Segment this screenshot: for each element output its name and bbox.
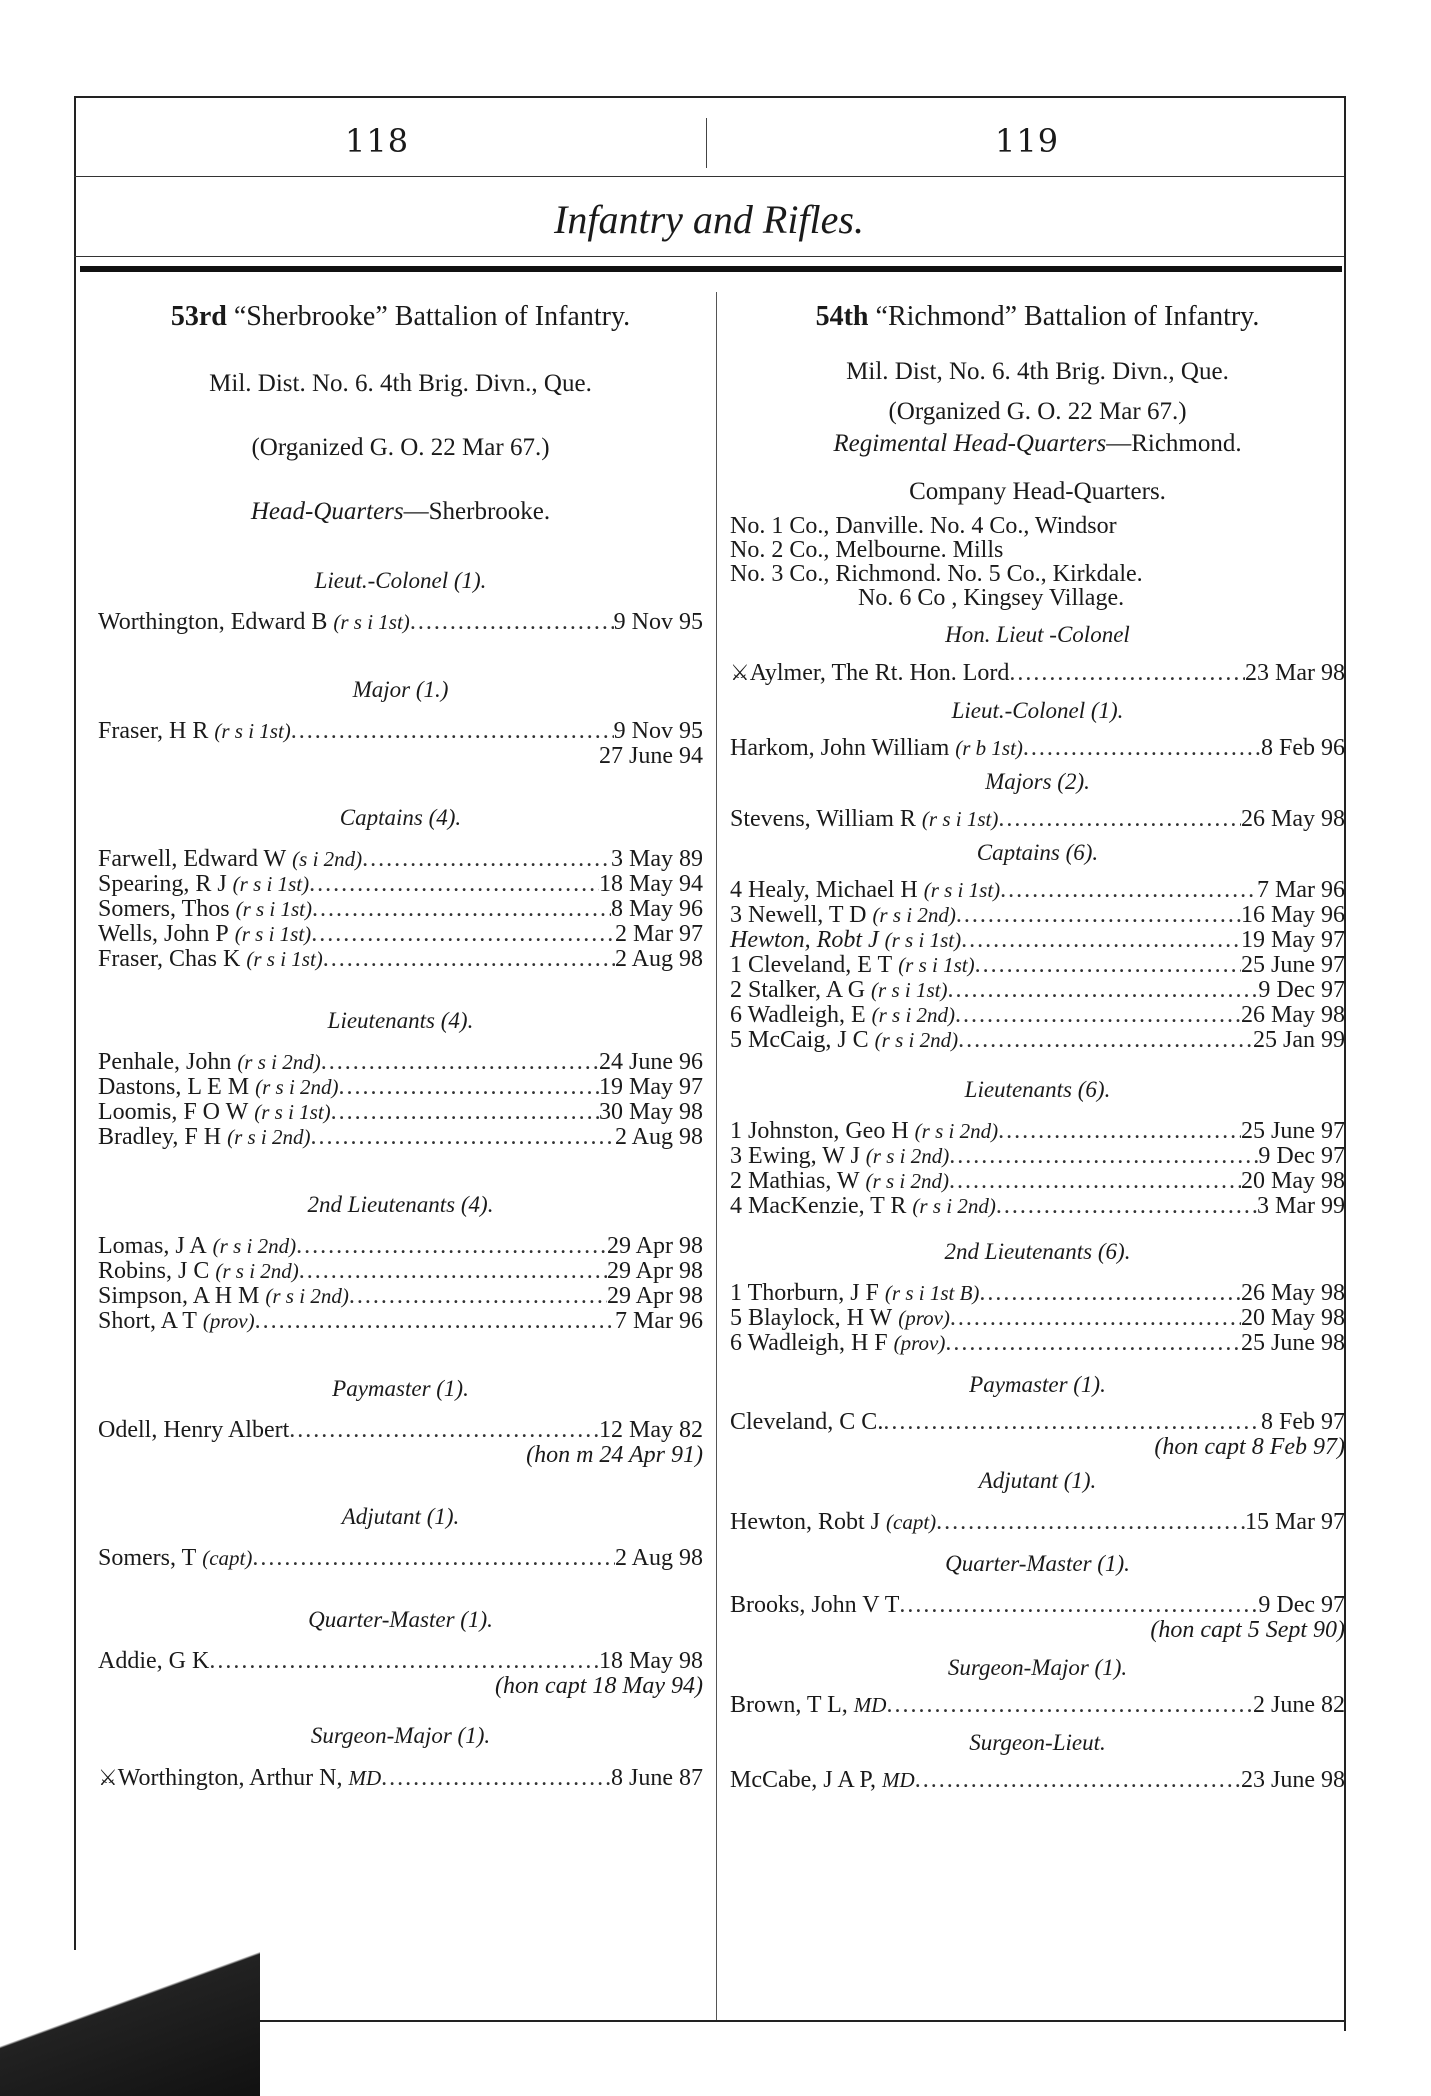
list-item: 5 Blaylock, H W (prov) ..... 20 May 98 <box>730 1306 1345 1331</box>
list-item: Stevens, William R (r s i 1st) ..... 26 May 98 <box>730 807 1345 832</box>
list-item: 2 Stalker, A G (r s i 1st) ..... 9 Dec 97 <box>730 978 1345 1003</box>
left-column <box>98 300 703 1791</box>
right-page-number: 119 <box>995 122 1060 160</box>
crossed-swords-icon: ⚔ <box>98 1765 118 1790</box>
list-item: Simpson, A H M (r s i 2nd) ..... 29 Apr 98 <box>98 1284 703 1309</box>
list-item: Penhale, John (r s i 2nd) ..... 24 June 96 <box>98 1050 703 1075</box>
company-line: No. 2 Co., Melbourne. Mills <box>730 537 1004 563</box>
section-captains: Captains (4). <box>339 805 462 830</box>
headquarters-value: —Richmond. <box>1106 430 1242 457</box>
list-item: 1 Thorburn, J F (r s i 1st B) ..... 26 May 98 <box>730 1281 1345 1306</box>
headquarters <box>730 430 1345 458</box>
list-item: Worthington, Edward B (r s i 1st) ..... 9 Nov 95 <box>98 610 703 635</box>
list-item: 4 MacKenzie, T R (r s i 2nd) ..... 3 Mar 99 <box>730 1194 1345 1219</box>
list-item: Short, A T (prov) ..... 7 Mar 96 <box>98 1309 703 1334</box>
headquarters-label: Regimental Head-Quarters <box>833 430 1107 457</box>
list-item: 4 Healy, Michael H (r s i 1st) ..... 7 Mar 96 <box>730 878 1345 903</box>
title-rule <box>74 256 1344 257</box>
headquarters <box>98 498 703 526</box>
section-adjutant: Adjutant (1). <box>978 1468 1097 1493</box>
section-lieut-colonel: Lieut.-Colonel (1). <box>951 698 1124 723</box>
section-captains: Captains (6). <box>976 840 1099 865</box>
battalion-name: “Sherbrooke” Battalion of Infantry. <box>233 301 631 332</box>
military-district: Mil. Dist. No. 6. 4th Brig. Divn., Que. <box>209 370 592 397</box>
entry-subdate: (hon m 24 Apr 91) <box>526 1442 703 1468</box>
headquarters-value: —Sherbrooke. <box>403 498 551 525</box>
list-item: McCabe, J A P, MD ..... 23 June 98 <box>730 1768 1345 1793</box>
military-district: Mil. Dist, No. 6. 4th Brig. Divn., Que. <box>846 358 1229 385</box>
list-item: Fraser, H R (r s i 1st) ..... 9 Nov 95 <box>98 719 703 744</box>
list-item: Farwell, Edward W (s i 2nd) ..... 3 May 89 <box>98 847 703 872</box>
list-item: Bradley, F H (r s i 2nd) ..... 2 Aug 98 <box>98 1125 703 1150</box>
section-lieutenants: Lieutenants (6). <box>964 1077 1111 1102</box>
organized-note: (Organized G. O. 22 Mar 67.) <box>251 434 550 461</box>
list-item: Dastons, L E M (r s i 2nd) ..... 19 May 97 <box>98 1075 703 1100</box>
list-item: 3 Newell, T D (r s i 2nd) ..... 16 May 96 <box>730 903 1345 928</box>
crossed-swords-icon: ⚔ <box>730 660 750 685</box>
section-adjutant: Adjutant (1). <box>341 1504 460 1529</box>
list-item: Hewton, Robt J (capt) ..... 15 Mar 97 <box>730 1510 1345 1535</box>
list-item: Brown, T L, MD ..... 2 June 82 <box>730 1693 1345 1718</box>
list-item: ⚔ Aylmer, The Rt. Hon. Lord ..... 23 Mar 98 <box>730 660 1345 686</box>
section-hon-lieut-colonel: Hon. Lieut -Colonel <box>945 622 1130 647</box>
battalion-number: 53rd <box>170 301 227 332</box>
list-item: Spearing, R J (r s i 1st) ..... 18 May 94 <box>98 872 703 897</box>
list-item: 6 Wadleigh, E (r s i 2nd) ..... 26 May 98 <box>730 1003 1345 1028</box>
battalion-number: 54th <box>815 301 869 332</box>
battalion-name: “Richmond” Battalion of Infantry. <box>875 301 1260 332</box>
company-line: No. 6 Co , Kingsey Village. <box>858 585 1125 611</box>
list-item: Robins, J C (r s i 2nd) ..... 29 Apr 98 <box>98 1259 703 1284</box>
section-quarter-master: Quarter-Master (1). <box>308 1607 493 1632</box>
list-item: Cleveland, C C. ..... 8 Feb 97 <box>730 1410 1345 1435</box>
list-item: Odell, Henry Albert ..... 12 May 82 <box>98 1418 703 1443</box>
list-item: 5 McCaig, J C (r s i 2nd) ..... 25 Jan 99 <box>730 1028 1345 1053</box>
list-item: 1 Cleveland, E T (r s i 1st) ..... 25 June 97 <box>730 953 1345 978</box>
list-item: Somers, Thos (r s i 1st) ..... 8 May 96 <box>98 897 703 922</box>
section-surgeon-major: Surgeon-Major (1). <box>310 1723 491 1748</box>
entry-subdate: 27 June 94 <box>599 743 703 769</box>
list-item: Loomis, F O W (r s i 1st) ..... 30 May 98 <box>98 1100 703 1125</box>
entry-subdate: (hon capt 8 Feb 97) <box>1154 1434 1345 1460</box>
entry-subdate: (hon capt 5 Sept 90) <box>1150 1617 1345 1643</box>
list-item: Somers, T (capt) ..... 2 Aug 98 <box>98 1546 703 1571</box>
list-item: Harkom, John William (r b 1st) ..... 8 Feb 96 <box>730 736 1345 761</box>
section-2nd-lieutenants: 2nd Lieutenants (4). <box>307 1192 494 1217</box>
bottom-rule <box>74 2020 1344 2022</box>
section-paymaster: Paymaster (1). <box>969 1372 1106 1397</box>
column-divider <box>716 292 717 2022</box>
organized-note: (Organized G. O. 22 Mar 67.) <box>888 398 1187 425</box>
top-rule <box>74 96 1344 98</box>
list-item: Addie, G K ..... 18 May 98 <box>98 1649 703 1674</box>
section-lieutenants: Lieutenants (4). <box>327 1008 474 1033</box>
list-item: 3 Ewing, W J (r s i 2nd) ..... 9 Dec 97 <box>730 1144 1345 1169</box>
company-hq-title: Company Head-Quarters. <box>909 478 1166 505</box>
list-item: 2 Mathias, W (r s i 2nd) ..... 20 May 98 <box>730 1169 1345 1194</box>
list-item: Brooks, John V T ..... 9 Dec 97 <box>730 1593 1345 1618</box>
page-number-divider <box>706 118 707 168</box>
battalion-heading-54th <box>730 300 1345 334</box>
thick-rule <box>80 266 1342 272</box>
section-paymaster: Paymaster (1). <box>332 1376 469 1401</box>
list-item: 6 Wadleigh, H F (prov) ..... 25 June 98 <box>730 1331 1345 1356</box>
section-majors: Majors (2). <box>985 769 1090 794</box>
section-quarter-master: Quarter-Master (1). <box>945 1551 1130 1576</box>
section-major: Major (1.) <box>352 677 449 702</box>
headquarters-label: Head-Quarters <box>250 498 404 525</box>
section-surgeon-lieut: Surgeon-Lieut. <box>969 1730 1106 1755</box>
list-item: Wells, John P (r s i 1st) ..... 2 Mar 97 <box>98 922 703 947</box>
list-item: 1 Johnston, Geo H (r s i 2nd) ..... 25 June 97 <box>730 1119 1345 1144</box>
scan-edge-shadow <box>0 1950 260 2096</box>
list-item: Fraser, Chas K (r s i 1st) ..... 2 Aug 98 <box>98 947 703 972</box>
header-rule <box>74 176 1344 177</box>
section-title: Infantry and Rifles. <box>554 197 864 242</box>
section-surgeon-major: Surgeon-Major (1). <box>947 1655 1128 1680</box>
company-line: No. 1 Co., Danville. No. 4 Co., Windsor <box>730 513 1117 539</box>
company-line: No. 3 Co., Richmond. No. 5 Co., Kirkdale. <box>730 561 1143 587</box>
list-item: Lomas, J A (r s i 2nd) ..... 29 Apr 98 <box>98 1234 703 1259</box>
right-column <box>730 300 1345 1793</box>
list-item: ⚔ Worthington, Arthur N, MD ..... 8 June 87 <box>98 1765 703 1791</box>
list-item: Hewton, Robt J (r s i 1st) ..... 19 May 97 <box>730 928 1345 953</box>
left-page-number: 118 <box>345 122 410 160</box>
entry-subdate: (hon capt 18 May 94) <box>495 1673 703 1699</box>
section-lieut-colonel: Lieut.-Colonel (1). <box>314 568 487 593</box>
battalion-heading-53rd <box>98 300 703 334</box>
section-2nd-lieutenants: 2nd Lieutenants (6). <box>944 1239 1131 1264</box>
